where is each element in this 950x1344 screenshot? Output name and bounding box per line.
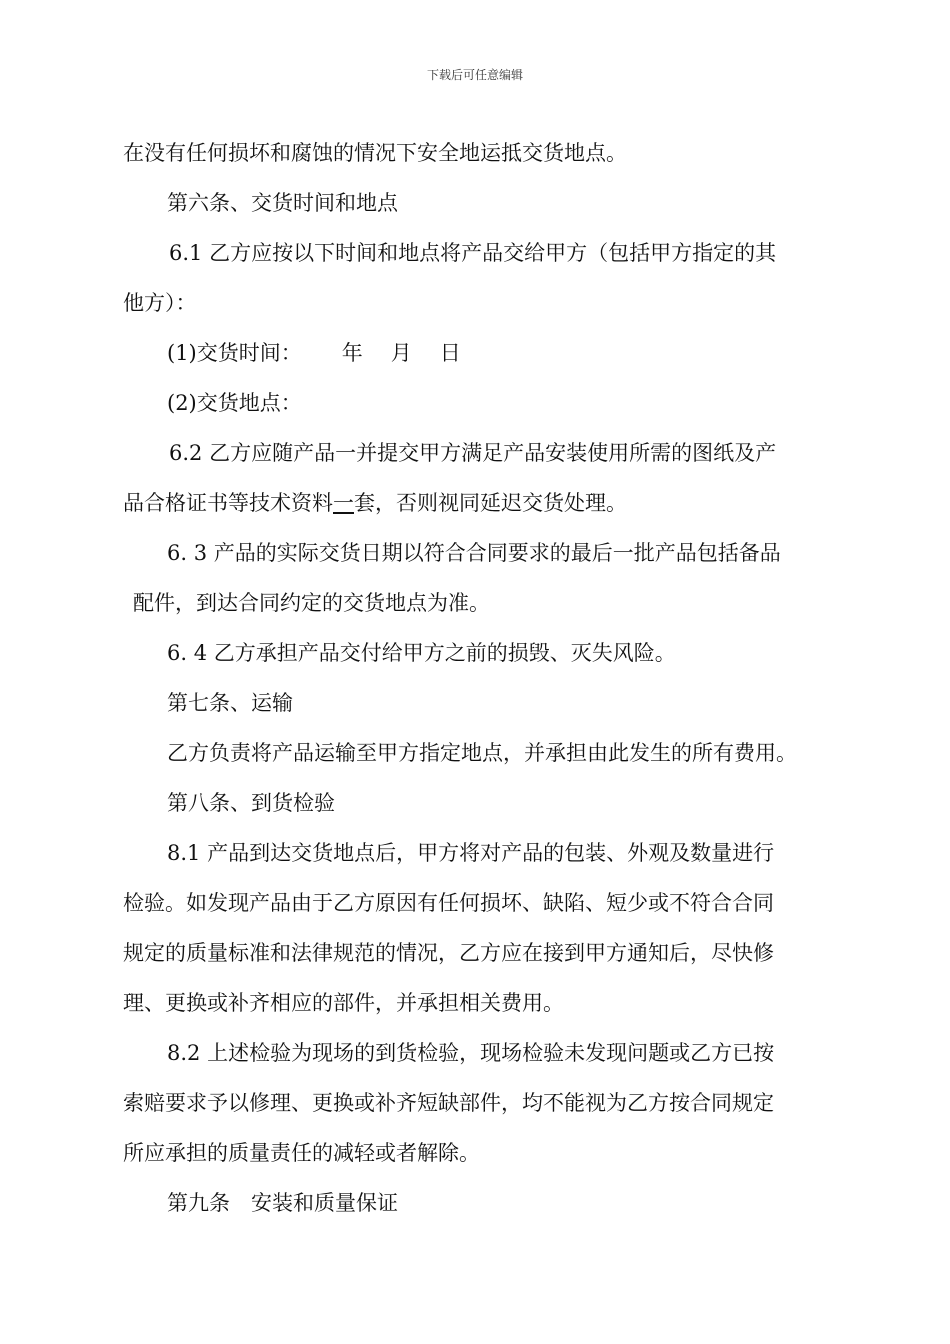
clause-8-2-line-2: 索赔要求予以修理、更换或补齐短缺部件，均不能视为乙方按合同规定 <box>123 1091 774 1115</box>
clause-6-4: 6. 4 乙方承担产品交付给甲方之前的损毁、灭失风险。 <box>167 641 676 665</box>
article-seven-heading: 第七条、运输 <box>167 691 293 715</box>
clause-8-1-line-3: 规定的质量标准和法律规范的情况，乙方应在接到甲方通知后，尽快修 <box>123 941 774 965</box>
clause-6-1-line-2: 他方）： <box>123 291 197 315</box>
delivery-time-line <box>123 328 829 378</box>
underlined-quantity: 一 <box>333 491 354 515</box>
transport-clause: 乙方负责将产品运输至甲方指定地点，并承担由此发生的所有费用。 <box>167 741 797 765</box>
clause-8-1-line-4: 理、更换或补齐相应的部件，并承担相关费用。 <box>123 991 564 1015</box>
clause-6-3-line-1: 6. 3 产品的实际交货日期以符合合同要求的最后一批产品包括备品 <box>167 541 781 565</box>
clause-6-3-line-2: 配件，到达合同约定的交货地点为准。 <box>133 591 490 615</box>
clause-8-1-line-1: 8.1 产品到达交货地点后，甲方将对产品的包装、外观及数量进行 <box>167 841 775 865</box>
day-label: 日 <box>439 341 461 365</box>
clause-8-1-line-2: 检验。如发现产品由于乙方原因有任何损坏、缺陷、短少或不符合合同 <box>123 891 774 915</box>
clause-8-2-line-3: 所应承担的质量责任的减轻或者解除。 <box>123 1141 480 1165</box>
clause-6-2-line-1: 6.2 乙方应随产品一并提交甲方满足产品安装使用所需的图纸及产 <box>169 441 777 465</box>
article-nine-heading: 第九条 安装和质量保证 <box>167 1191 398 1215</box>
clause-6-2-line-2 <box>123 478 829 528</box>
document-body <box>123 128 829 1228</box>
delivery-time-label: (1)交货时间： <box>167 341 302 365</box>
clause-6-2-text-end: 套，否则视同延迟交货处理。 <box>354 491 627 515</box>
article-six-heading: 第六条、交货时间和地点 <box>167 191 398 215</box>
clause-6-1-line-1: 6.1 乙方应按以下时间和地点将产品交给甲方（包括甲方指定的其 <box>169 241 777 265</box>
month-label: 月 <box>390 341 412 365</box>
delivery-place-line: (2)交货地点： <box>167 391 302 415</box>
clause-8-2-line-1: 8.2 上述检验为现场的到货检验，现场检验未发现问题或乙方已按 <box>167 1041 775 1065</box>
page-header-note: 下载后可任意编辑 <box>426 68 523 82</box>
year-label: 年 <box>341 341 363 365</box>
paragraph-line: 在没有任何损坏和腐蚀的情况下安全地运抵交货地点。 <box>123 141 627 165</box>
article-eight-heading: 第八条、到货检验 <box>167 791 335 815</box>
clause-6-2-text: 品合格证书等技术资料 <box>123 491 333 515</box>
